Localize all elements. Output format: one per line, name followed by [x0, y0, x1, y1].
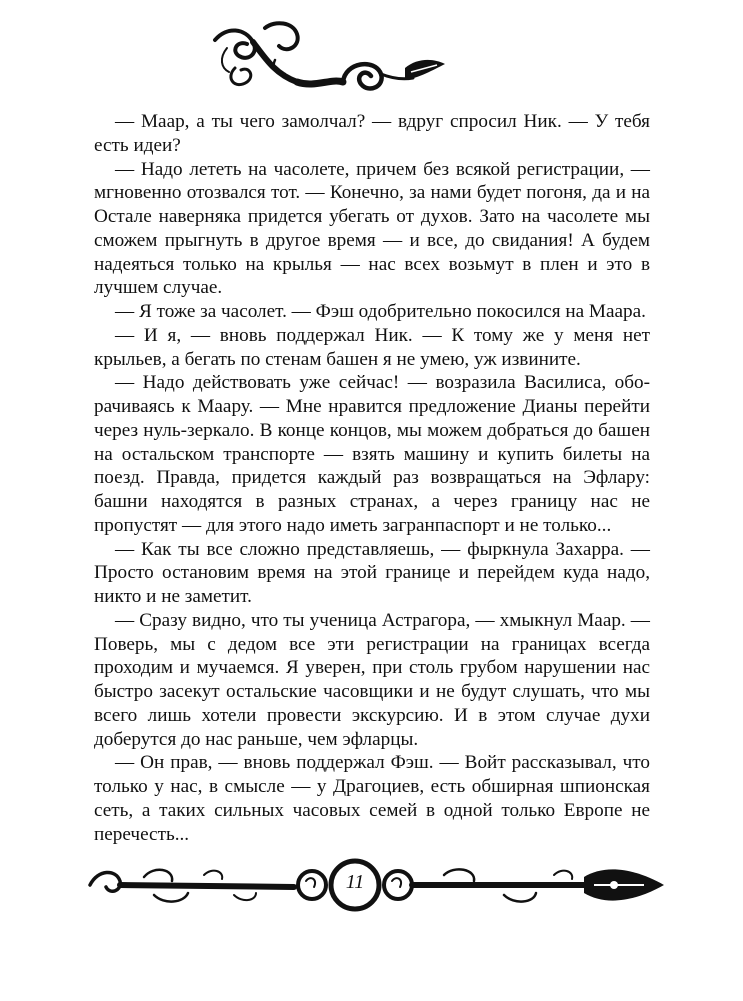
- paragraph: — Надо лететь на часолете, причем без всякой регистрации, — мгновенно отозвался тот. — Конечно, за нами будет погоня, да и на Остале наверняка придется убегать от духов. Зато на часолете мы сможем прыгнуть в другое время — и все, до свидания! А будем надеяться только на крылья — нас всех возьмут в плен и это в лучшем случае.: [94, 158, 650, 299]
- paragraph: — Сразу видно, что ты ученица Астрагора, — хмыкнул Маар. — Поверь, мы с дедом все эти регистрации на границах всегда проходим и мучаемся. Я уверен, при столь грубом нарушении нас быстро засекут остальские часовщики и не будут слушать, что мы всего лишь хотели провести экскурсию. И в этом случае духи доберутся до нас раньше, чем эфларцы.: [94, 609, 650, 750]
- page-number: 11: [345, 871, 365, 893]
- paragraph: — Надо действовать уже сейчас! — возразила Василиса, оборачиваясь к Маару. — Мне нравится предложение Дианы перейти через нуль-зеркало. В конце концов, мы можем добраться до башен на остальском транспорте — взять машину и купить билеты на поезд. Правда, придется каждый раз возвращаться на Эфлару: башни находятся в разных странах, а через границу нас не пропустят — для этого надо иметь загранпаспорт и не только...: [94, 372, 650, 536]
- paragraph: — Он прав, — вновь поддержал Фэш. — Войт рассказывал, что только у нас, в смысле — у Драгоциев, есть обширная шпионская сеть, а таких сильных часовых семей в одной только Европе не перечесть...: [94, 752, 650, 845]
- top-ornament: [205, 18, 450, 103]
- paragraph: — И я, — вновь поддержал Ник. — К тому же у меня нет крыльев, а бегать по стенам башен я не умею, уж извините.: [94, 324, 650, 370]
- paragraph: — Маар, а ты чего замолчал? — вдруг спросил Ник. — У тебя есть идеи?: [94, 111, 650, 156]
- body-text: [94, 110, 650, 846]
- paragraph: — Я тоже за часолет. — Фэш одобрительно покосился на Маара.: [115, 301, 646, 322]
- paragraph: — Как ты все сложно представляешь, — фыркнула Захарра. — Просто остановим время на этой границе и перейдем куда надо, никто и не заметит.: [94, 538, 650, 607]
